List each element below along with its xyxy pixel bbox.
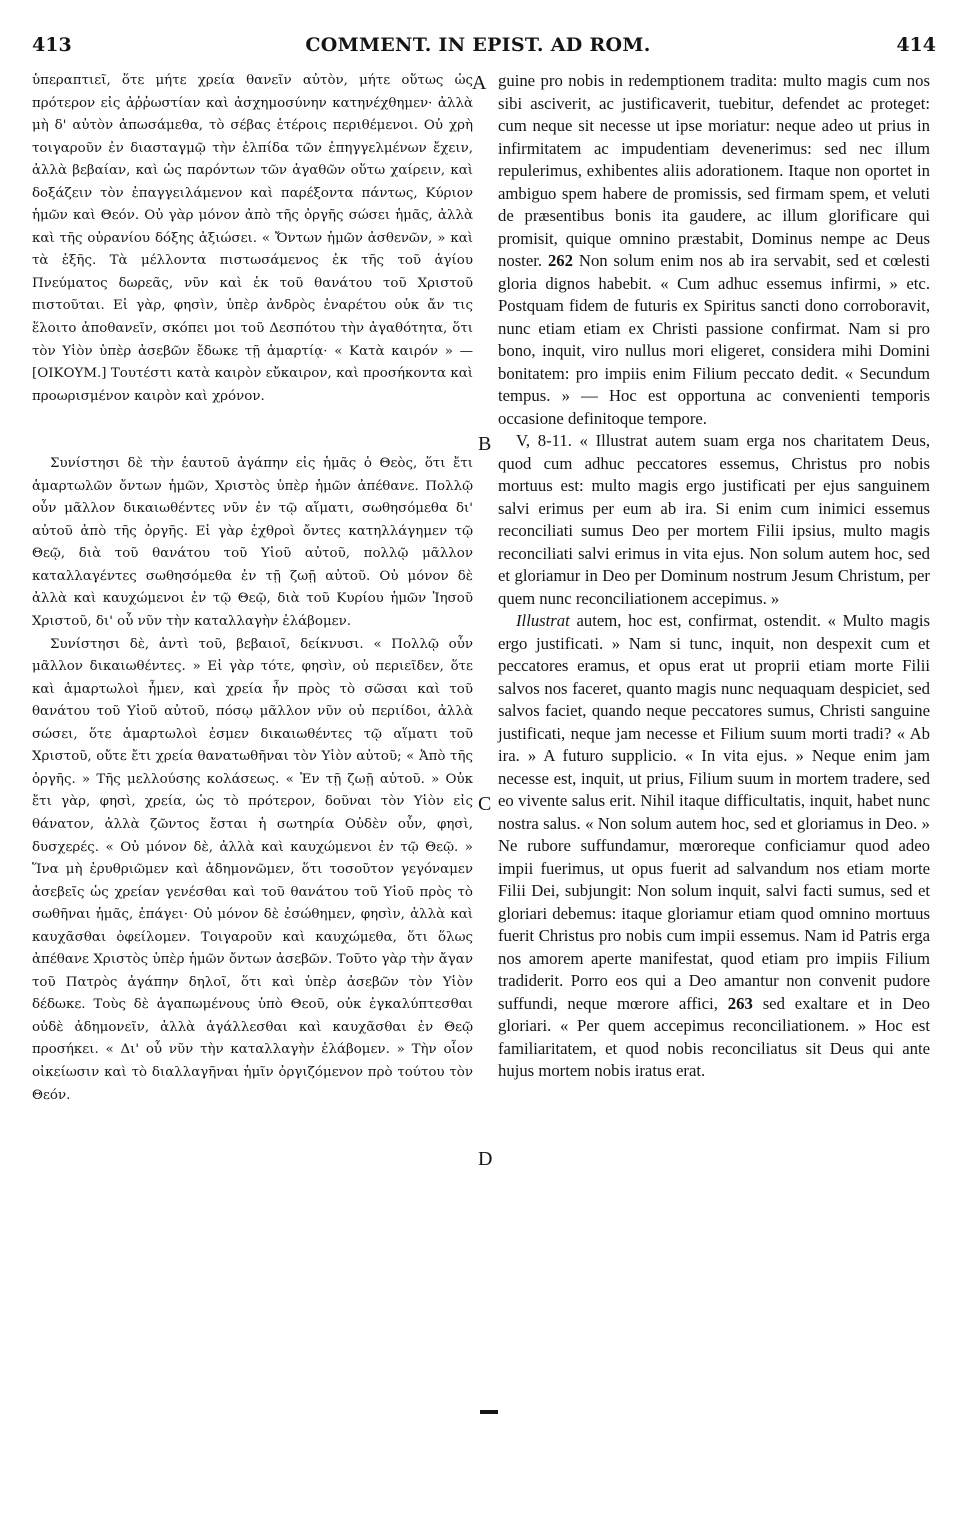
greek-paragraph-2: Συνίστησι δὲ τὴν ἑαυτοῦ ἀγάπην εἰς ἡμᾶς ὁ Θεὸς, ὅτι ἔτι ἁμαρτωλῶν ὄντων ἡμῶν, Χριστὸς ὑπὲρ ἡμῶν ἀπέθανε. Πολλῷ οὖν μᾶλλον δικαιωθέντες νῦν ἐν τῷ αἵματι, σωθησόμεθα δι' αὐτοῦ ἀπὸ τῆς ὀργῆς. Εἰ γὰρ ἐχθροὶ ὄντες κατηλλάγημεν τῷ Θεῷ, διὰ τοῦ θανάτου τοῦ Υἱοῦ αὐτοῦ, πολλῷ μᾶλλον καταλλαγέντες σωθησόμεθα ἐν τῇ ζωῇ αὐτοῦ. Οὐ μόνον δὲ ἀλλὰ καὶ καυχώμενοι ἐν τῷ Θεῷ, διὰ τοῦ Κυρίου ἡμῶν Ἰησοῦ Χριστοῦ, δι' οὗ νῦν τὴν καταλλαγὴν ἐλάβομεν. xyxy=(32,456,473,630)
latin-italic-lemma: Illustrat xyxy=(516,611,570,630)
page-number-right: 414 xyxy=(896,34,936,56)
running-header xyxy=(20,34,936,64)
running-title: COMMENT. IN EPIST. AD ROM. xyxy=(305,34,651,56)
latin-paragraph-1-text-a: guine pro nobis in redemptionem tradita: multo magis cum nos sibi asciverit, ac justificaverit, tuebitur, defendet ac proteget: cum neque sit necesse ut ipse moriatur: neque adeo ut prius in infirmitatem ac impudentiam devenerimus: sed nec illum repulerimus, exhibentes aliis adorationem. Itaque non oportet in ambiguo spem habere de promissis, sed firmam spem, et veluti de præsentibus bonis ita gaudere, ac illum glorificare qui promisit, quique omnino præstabit, Dominus nempe ac Deus noster. xyxy=(498,71,930,270)
margin-letter-b: B xyxy=(478,433,492,455)
greek-paragraph-3: Συνίστησι δὲ, ἀντὶ τοῦ, βεβαιοῖ, δείκνυσι. « Πολλῷ οὖν μᾶλλον δικαιωθέντες. » Εἰ γὰρ τότε, φησὶν, οὐ περιεῖδεν, ὅτε καὶ ἁμαρτωλοὶ ἦμεν, καὶ χρεία ἦν πρὸς τὸ σῶσαι καὶ τοῦ θανάτου τοῦ Υἱοῦ αὐτοῦ, πόσῳ μᾶλλον νῦν οὐ περιίδοι, ἀλλὰ σώσει, ὅτε ἁμαρτωλοὶ ἐσμεν δικαιωθέντες τῷ αἵματι τοῦ Χριστοῦ, οὔτε ἔτι χρεία θανατωθῆναι τὸν Υἱὸν αὐτοῦ; « Ἀπὸ τῆς ὀργῆς. » Τῆς μελλούσης κολάσεως. « Ἐν τῇ ζωῇ αὐτοῦ. » Οὐκ ἔτι γὰρ, φησὶ, χρεία, ὡς τὸ πρότερον, δοῦναι τὸν Υἱὸν εἰς θάνατον, ἀλλὰ ζῶντος ἔσται ἡ σωτηρία Οὐδὲν οὖν, φησὶ, δυσχερές. « Οὐ μόνον δὲ, ἀλλὰ καὶ καυχώμενοι ἐν τῷ Θεῷ. » Ἵνα μὴ ἐρυθριῶμεν καὶ ἀδημονῶμεν, ὅτι τοσοῦτον γεγόναμεν ἀσεβεῖς ὡς χρείαν γενέσθαι καὶ τοῦ θανάτου τοῦ Υἱοῦ πρὸς τὸ σωθῆναι ἡμᾶς, ἐπάγει· Οὐ μόνον δὲ ἐσώθημεν, φησὶν, ἀλλὰ καὶ καυχᾶσθαι ὀφείλομεν. Τοιγαροῦν καὶ καυχώμεθα, ὅτι ὅλως ἀπέθανε Χριστὸς ὑπὲρ ἡμῶν ὄντων ἀσεβῶν. Τοῦτο γὰρ τὴν ἄγαν τοῦ Πατρὸς ἀγάπην δηλοῖ, ὅτι καὶ ὑπὲρ ἀσεβῶν τὸν Υἱὸν δέδωκε. Τοὺς δὲ ἀγαπωμένους ὑπὸ Θεοῦ, οὐκ ἐγκαλύπτεσθαι οὐδὲ ἀδημονεῖν, ἀλλὰ ἀγάλλεσθαι καὶ καυχᾶσθαι ἐν Θεῷ προσήκει. « Δι' οὗ νῦν τὴν καταλλαγὴν ἐλάβομεν. » Τὴν οἷον οἰκείωσιν καὶ τὸ διαλλαγῆναι ἡμῖν ὀργιζόμενον πρὸ τούτου τὸν Θεόν. xyxy=(32,636,473,1103)
latin-paragraph-1-text-b: Non solum enim nos ab ira servabit, sed et cœlesti gloria dignos habebit. « Cum adhuc essemus infirmi, » etc. Postquam fidem de futuris ex Spiritus sancti dono corroboravit, nunc etiam etiam ex Christi passione confirmat. Nam si pro bono, inquit, viro nullus mori eligeret, considera mihi Domini bonitatem: pro impiis enim Filium peccato dedit. « Secundum tempus. » — Hoc est opportuna ac convenienti temporis occasione definitoque tempore. xyxy=(498,251,930,428)
latin-paragraph-3 xyxy=(498,610,930,1083)
column-number-263: 263 xyxy=(727,993,753,1013)
latin-paragraph-2: V, 8-11. « Illustrat autem suam erga nos charitatem Deus, quod cum adhuc peccatores essemus, Christus pro nobis mortuus est: multo magis ergo justificati per ejus sanguinem salvi erimus per eum ab ira. Si enim cum inimici essemus reconciliati sumus Deo per mortem Filii ipsius, multo magis reconciliati salvi erimus in vita ejus. Non solum autem hoc, sed et gloriamur in Deo per Dominum nostrum Jesum Christum, per quem nunc reconciliationem accepimus. » xyxy=(498,431,930,608)
latin-column xyxy=(498,70,930,1083)
margin-letter-a: A xyxy=(472,72,487,94)
greek-paragraph-1: ὑπεραπτιεῖ, ὅτε μήτε χρεία θανεῖν αὐτὸν, μήτε οὕτως ὡς πρότερον εἰς ἀῤῥωστίαν καὶ ἀσχημοσύνην κατηνέχθημεν· ἀλλὰ μὴ δ' αὐτὸν ἀπωσάμεθα, τὸ σέβας ἑτέροις περιθέμενοι. Οὐ χρὴ τοιγαροῦν ἐν διασταγμῷ τὴν ἐλπίδα τῶν ἐπηγγελμένων ἔχειν, ἀλλὰ βεβαίαν, καὶ ὡς παρόντων τῶν ἀγαθῶν οὕτω χαίρειν, καὶ δοξάζειν τὸν ἐπαγγειλάμενον καὶ παρέξοντα πάντως, Κύριον ἡμῶν καὶ Θεόν. Οὐ γὰρ μόνον ἀπὸ τῆς ὀργῆς σώσει ἡμᾶς, ἀλλὰ καὶ τῆς οὐρανίου δόξης ἀξιώσει. « Ὄντων ἡμῶν ἀσθενῶν, » καὶ τὰ ἑξῆς. Τὰ μέλλοντα πιστωσάμενος ἐκ τῆς τοῦ ἁγίου Πνεύματος δωρεᾶς, νῦν καὶ ἐκ τοῦ θανάτου τοῦ Χριστοῦ πιστοῦται. Εἰ γὰρ, φησὶν, ὑπὲρ ἀνδρὸς ἐναρέτου οὐκ ἄν τις ἕλοιτο ἀποθανεῖν, σκόπει μοι τοῦ Δεσπότου τὴν ἀγαθότητα, ὅτι τὸν Υἱὸν ὑπὲρ ἀσεβῶν ἔδωκε τῇ ἁμαρτίᾳ· « Κατὰ καιρόν » — [ΟΙΚΟΥΜ.] Τουτέστι κατὰ καιρὸν εὔκαιρον, καὶ προσήκοντα καὶ προωρισμένον καιρὸν καὶ χρόνον. xyxy=(32,73,473,404)
page-number-left: 413 xyxy=(32,34,72,56)
column-number-262: 262 xyxy=(547,251,573,270)
latin-paragraph-3-text-a: autem, hoc est, confirmat, ostendit. « Multo magis ergo justificati. » Nam si tunc, inquit, non despexit cum et peccatores eramus, et opus erat ut proprii etiam morte Filii salvos nos faceret, quanto magis nunc nequaquam despiciet, sed salvos faciet, quando neque peccatores sumus, Christi sanguine justificati, neque jam necesse et Filium suum morti tradi? « Ab ira. » A futuro supplicio. « In vita ejus. » Neque enim jam necesse est, inquit, ut prius, Filium suum in mortem tradere, sed eo vivente salus erit. Nihil itaque difficultatis, inquit, habet nunc nostra salus. « Non solum autem hoc, sed et gloriamus in Deo. » Ne rubore suffundamur, mœroreque conficiamur quod adeo impii fuerimus, ut opus fuerit ad salvandum nos etiam morte Filii Dei, subjungit: Non solum inquit, salvi facti sumus, sed et gloriari debemus: itaque gloriamur etiam quod omnino mortuus fuerit Christus pro nobis cum impii essemus. Nam id Patris erga nos amorem aperte manifestat, quod etiam pro impiis Filium tradiderit. Porro eos qui a Deo amantur non convenit pudore suffundi, neque mœrore affici, xyxy=(498,611,931,1013)
latin-paragraph-3-text-b: sed exaltare et in Deo gloriari. « Per quem accepimus reconciliationem. » Hoc est familiaritatem, et quod nobis reconciliatus sit Deus qui ante hujus mortem nobis iratus erat. xyxy=(498,993,931,1080)
latin-paragraph-1 xyxy=(498,70,930,430)
margin-letter-d: D xyxy=(478,1148,493,1170)
margin-letter-c: C xyxy=(478,793,492,815)
end-dash xyxy=(480,1410,498,1414)
greek-column xyxy=(32,70,473,1107)
